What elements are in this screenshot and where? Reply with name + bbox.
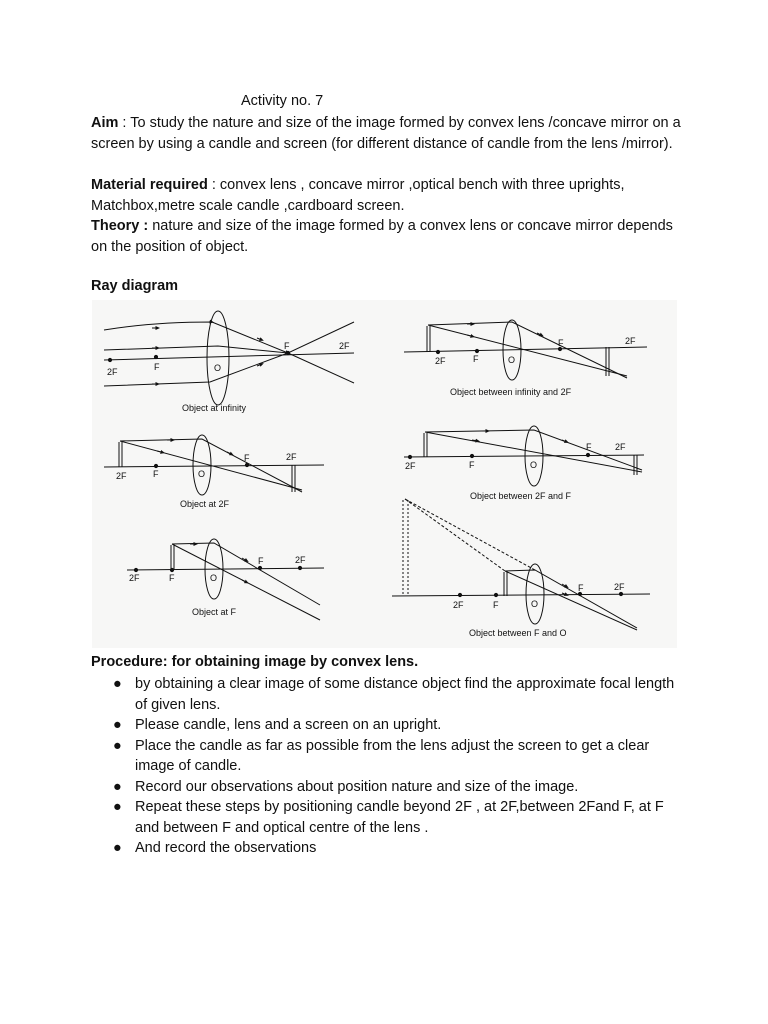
label-f: F [586,442,592,452]
caption-object-at-2f: Object at 2F [180,499,230,509]
focus-point [258,566,261,569]
label-o: O [214,363,222,373]
list-item [91,838,681,859]
focus-point [470,454,473,457]
procedure-label: Procedure [91,654,163,670]
caption-object-at-infinity: Object at infinity [182,403,247,413]
list-item [91,797,681,838]
list-item [91,715,681,736]
step-text: Record our observations about position nature and size of the image. [135,778,579,795]
step-text: Please candle, lens and a screen on an upright. [135,717,442,733]
label-2f: 2F [339,341,350,351]
focus-point [458,593,461,596]
label-f: F [153,469,159,479]
list-item [91,674,681,715]
bullet-icon: ● [113,799,122,815]
step-text: by obtaining a clear image of some distance object find the approximate focal length of given lens. [135,676,675,713]
material-text: : convex lens , concave mirror ,optical bench with three uprights, Matchbox,metre scale candle ,cardboard screen. [91,177,625,214]
list-item [91,736,681,777]
label-2f: 2F [625,336,636,346]
focus-point [134,568,137,571]
procedure-title: : for obtaining image by convex lens. [162,654,419,670]
caption-object-between-f-and-o: Object between F and O [469,628,567,638]
label-o: O [531,599,539,609]
theory-paragraph [91,216,681,257]
list-item [91,777,681,798]
label-o: O [530,460,538,470]
focus-point [154,355,157,358]
label-f: F [258,556,264,566]
focus-point [108,358,111,361]
procedure-steps-list [91,674,681,859]
material-label: Material required [91,177,208,193]
focus-point [408,455,411,458]
activity-title: Activity no. 7 [241,93,324,109]
aim-paragraph [91,113,681,154]
label-f: F [154,362,160,372]
label-2f: 2F [295,555,306,565]
theory-text: nature and size of the image formed by a convex lens or concave mirror depends on the position of object. [91,218,673,255]
label-f: F [469,460,475,470]
focus-point [245,463,248,466]
label-o: O [210,573,218,583]
label-f: F [244,453,250,463]
figure-background [92,300,677,648]
label-f: F [558,338,564,348]
label-f: F [284,341,290,351]
caption-object-between-2f-and-f: Object between 2F and F [470,491,572,501]
focus-point [436,350,439,353]
label-f: F [473,354,479,364]
step-text: Place the candle as far as possible from the lens adjust the screen to get a clear image of candle. [135,737,650,774]
step-text: Repeat these steps by positioning candle beyond 2F , at 2F,between 2Fand F, at F and between F and optical centre of the lens . [135,799,664,836]
focus-point [170,568,173,571]
label-f: F [493,600,499,610]
label-2f: 2F [615,442,626,452]
label-2f: 2F [435,356,446,366]
aim-label: Aim [91,115,119,131]
label-f: F [169,573,175,583]
aim-text: : To study the nature and size of the image formed by convex lens /concave mirror on a screen by using a candle and screen (for different distance of candle from the lens /mirror). [91,115,681,152]
label-2f: 2F [107,367,118,377]
focus-point [586,453,589,456]
label-o: O [508,355,516,365]
focus-point [475,349,478,352]
bullet-icon: ● [113,840,122,856]
caption-object-at-f: Object at F [192,607,237,617]
ray-diagram-heading: Ray diagram [91,278,179,294]
ray-diagrams-figure [92,300,677,648]
focus-point [494,593,497,596]
step-text: And record the observations [135,840,317,856]
label-f: F [578,583,584,593]
bullet-icon: ● [113,717,122,733]
label-2f: 2F [405,461,416,471]
bullet-icon: ● [113,737,122,754]
caption-object-between-infinity-and-2f: Object between infinity and 2F [450,387,572,397]
label-2f: 2F [129,573,140,583]
focus-point [619,592,622,595]
focus-point [154,464,157,467]
label-2f: 2F [614,582,625,592]
label-2f: 2F [286,452,297,462]
focus-point [298,566,301,569]
label-2f: 2F [116,471,127,481]
material-paragraph [91,175,681,216]
bullet-icon: ● [113,778,122,795]
bullet-icon: ● [113,676,122,692]
label-2f: 2F [453,600,464,610]
focus-point [286,351,289,354]
procedure-heading [91,654,418,670]
label-o: O [198,469,206,479]
theory-label: Theory : [91,218,149,234]
